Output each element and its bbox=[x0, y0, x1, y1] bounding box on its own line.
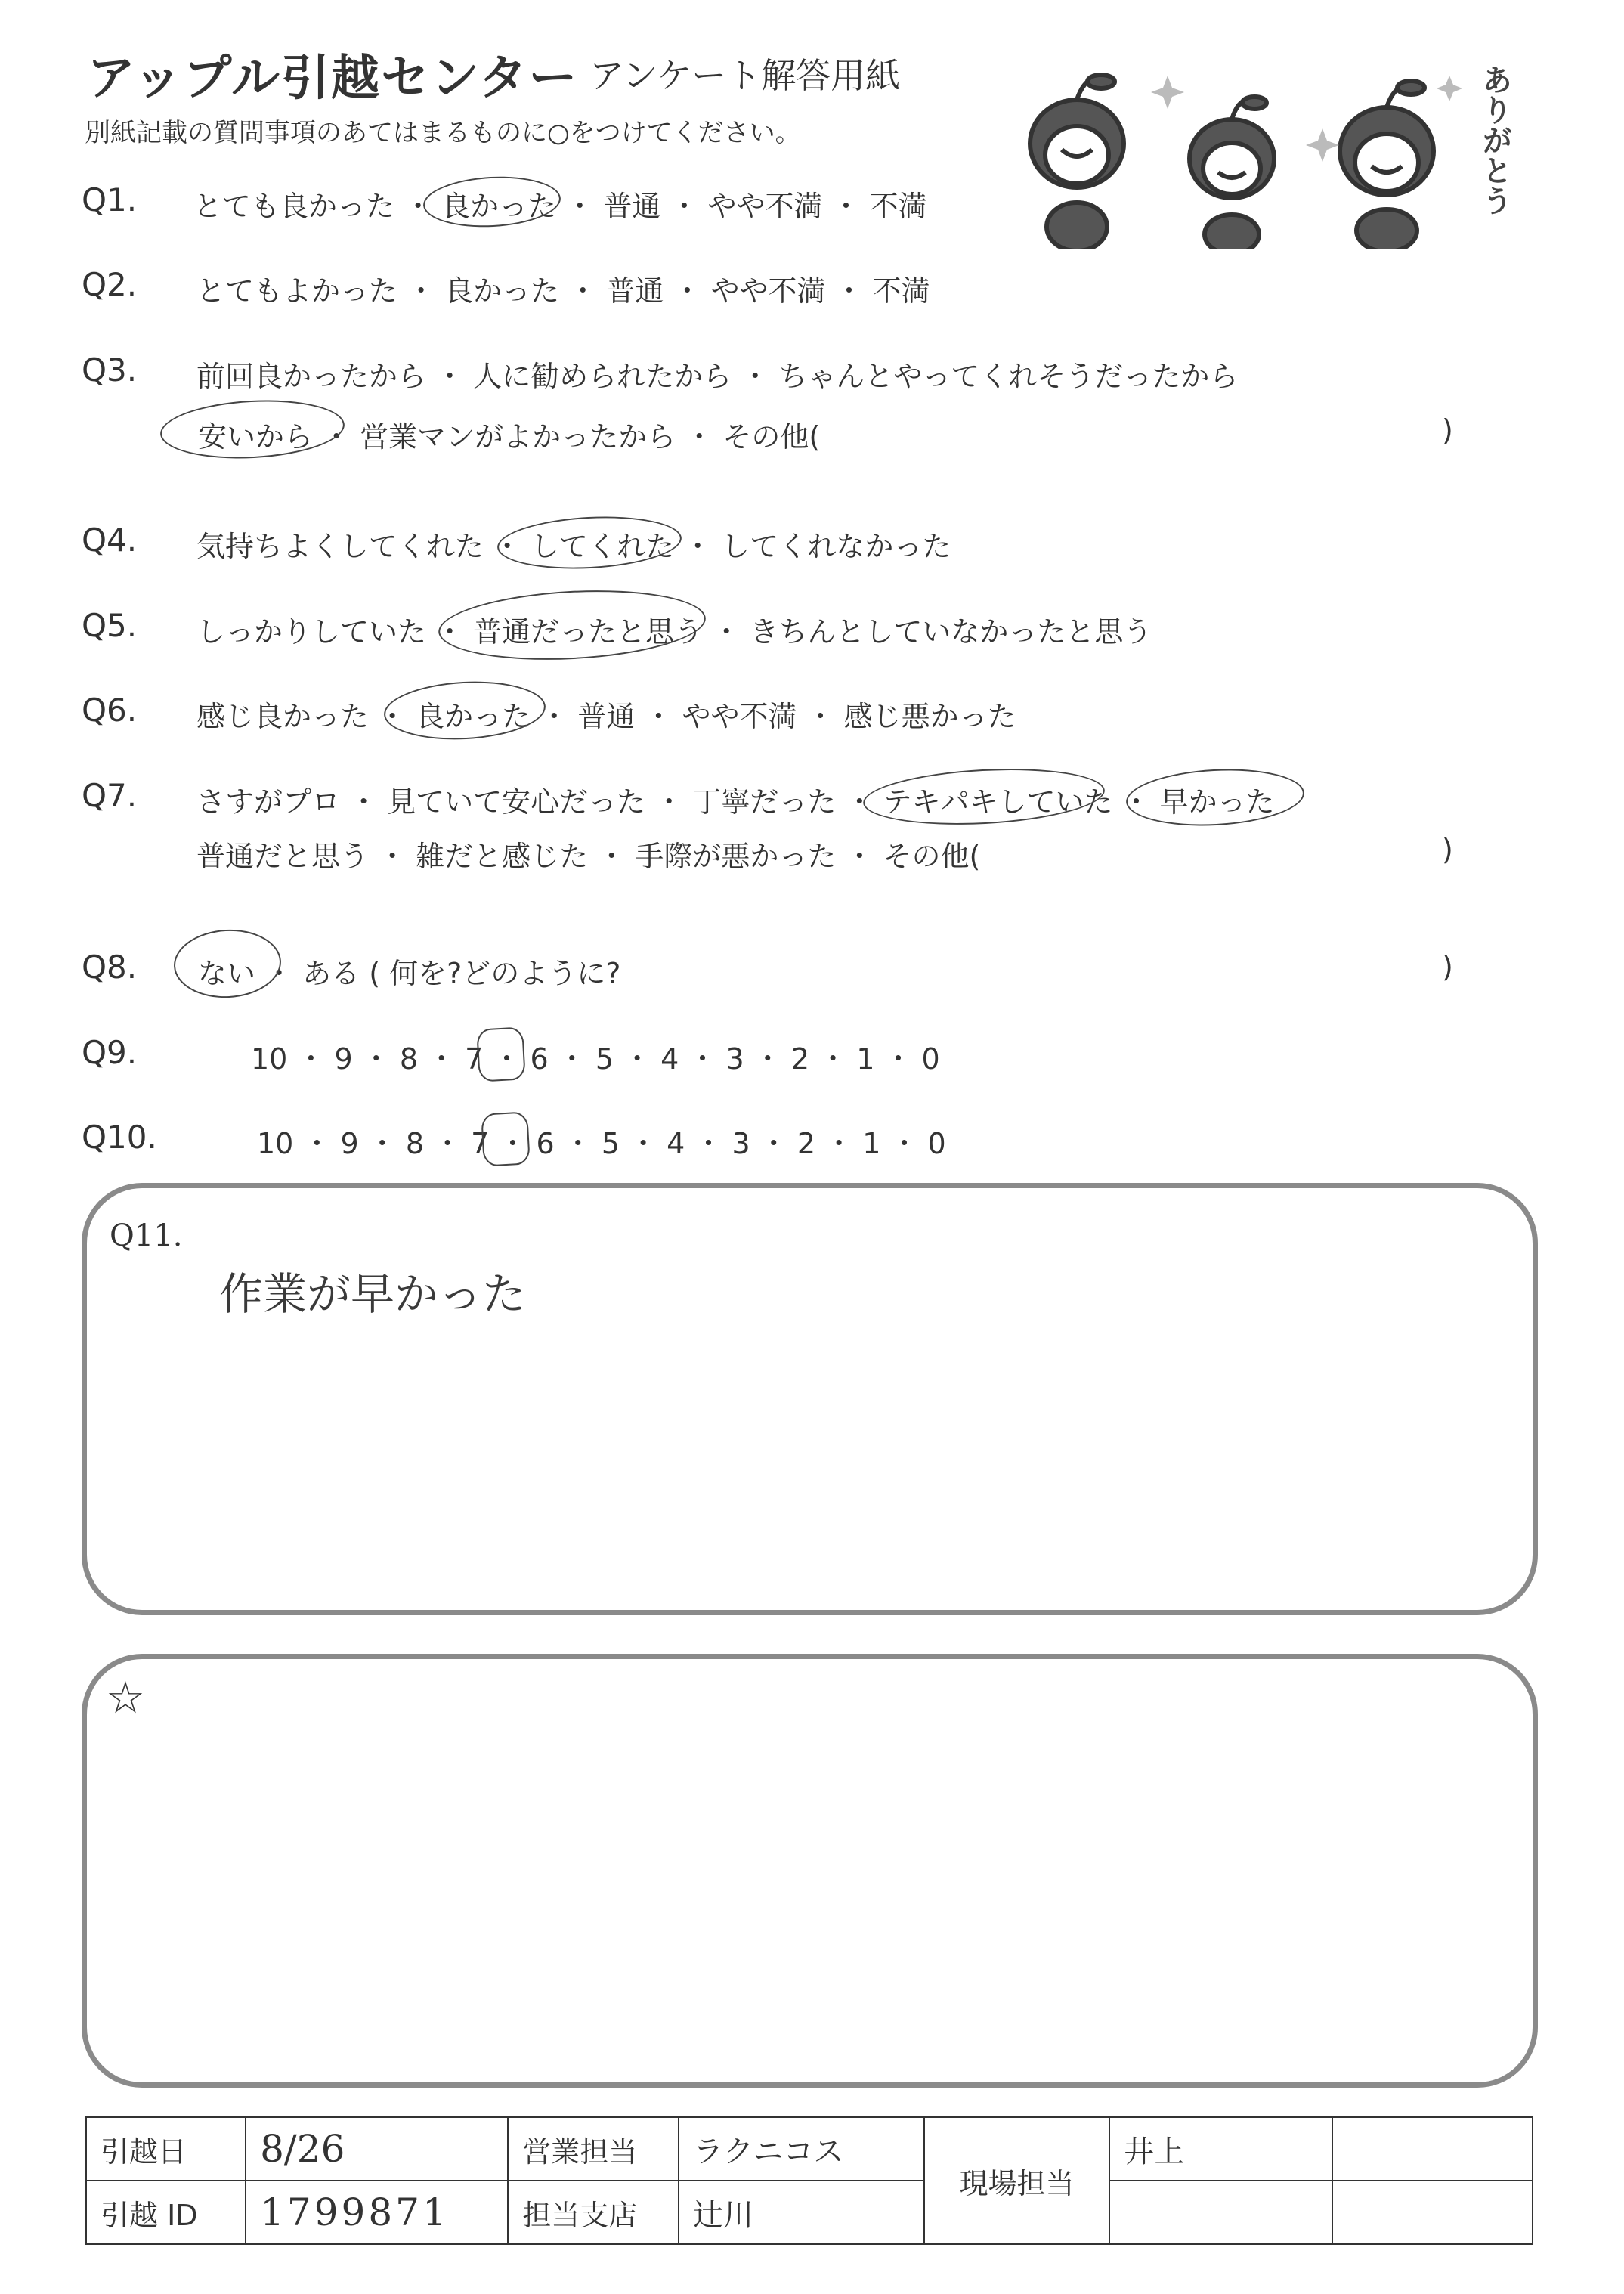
q11-answer: 作業が早かった bbox=[219, 1268, 527, 1320]
q2-options: とてもよかった ・ 良かった ・ 普通 ・ やや不満 ・ 不満 bbox=[196, 274, 930, 308]
q6-label: Q6. bbox=[82, 692, 138, 729]
q2-label: Q2. bbox=[82, 266, 138, 303]
q7-answer-circle-1 bbox=[861, 763, 1106, 831]
q7-options-line2: 普通だと思う ・ 雑だと感じた ・ 手際が悪かった ・ その他( bbox=[196, 840, 981, 873]
form-subtitle: アンケート解答用紙 bbox=[589, 55, 901, 96]
q9-options: 10 ・ 9 ・ 8 ・ 7 ・ 6 ・ 5 ・ 4 ・ 3 ・ 2 ・ 1 ・ 0 bbox=[251, 1042, 940, 1076]
q5-answer-circle bbox=[437, 584, 707, 666]
q7-options-line1: さすがプロ ・ 見ていて安心だった ・ 丁寧だった ・ テキパキしていた ・ 早かった bbox=[196, 785, 1275, 819]
move-id-value: 1799871 bbox=[246, 2181, 508, 2244]
thanks-text: ありがとう bbox=[1477, 64, 1512, 215]
q5-label: Q5. bbox=[82, 607, 138, 644]
q8-close-paren: ) bbox=[1442, 950, 1453, 983]
q7-answer-circle-2 bbox=[1124, 765, 1306, 830]
q10-answer-circle bbox=[481, 1111, 531, 1166]
q9-label: Q9. bbox=[82, 1034, 138, 1071]
move-date-value: 8/26 bbox=[246, 2117, 508, 2181]
sales-value: ラクニコス bbox=[679, 2117, 924, 2181]
move-date-label: 引越日 bbox=[86, 2117, 246, 2181]
q11-label: Q11. bbox=[110, 1218, 183, 1253]
q10-options: 10 ・ 9 ・ 8 ・ 7 ・ 6 ・ 5 ・ 4 ・ 3 ・ 2 ・ 1 ・ 0 bbox=[257, 1127, 946, 1160]
q5-options: しっかりしていた ・ 普通だったと思う ・ きちんとしていなかったと思う bbox=[196, 615, 1152, 649]
q3-options-line2: 安いから ・ 営業マンがよかったから ・ その他( bbox=[198, 420, 821, 454]
q1-label: Q1. bbox=[82, 181, 138, 218]
brand-title: アップル引越センター bbox=[87, 51, 579, 107]
extra-cell-1 bbox=[1332, 2117, 1533, 2181]
q11-box bbox=[82, 1183, 1538, 1615]
q6-options: 感じ良かった ・ 良かった ・ 普通 ・ やや不満 ・ 感じ悪かった bbox=[196, 700, 1016, 733]
instruction-text: 別紙記載の質問事項のあてはまるものに○をつけてください。 bbox=[85, 118, 801, 148]
comment-box bbox=[82, 1654, 1538, 2088]
sales-label: 営業担当 bbox=[508, 2117, 679, 2181]
q3-options-line1: 前回良かったから ・ 人に勧められたから ・ ちゃんとやってくれそうだったから bbox=[196, 360, 1239, 393]
q8-options: ない ・ ある ( 何を?どのように? bbox=[198, 957, 621, 990]
q8-label: Q8. bbox=[82, 949, 138, 986]
branch-value: 辻川 bbox=[679, 2181, 924, 2244]
monkey-mascots-illustration bbox=[1005, 45, 1527, 249]
move-id-label: 引越 ID bbox=[86, 2181, 246, 2244]
q3-label: Q3. bbox=[82, 351, 138, 389]
q7-label: Q7. bbox=[82, 777, 138, 814]
site-label: 現場担当 bbox=[924, 2117, 1110, 2244]
q10-label: Q10. bbox=[82, 1119, 157, 1156]
q3-close-paren: ) bbox=[1442, 413, 1453, 447]
extra-cell-3 bbox=[1332, 2181, 1533, 2244]
extra-cell-2 bbox=[1109, 2181, 1332, 2244]
star-icon: ☆ bbox=[106, 1672, 145, 1723]
q1-options: とても良かった ・ 良かった ・ 普通 ・ やや不満 ・ 不満 bbox=[193, 190, 927, 223]
q9-answer-circle bbox=[476, 1026, 526, 1082]
branch-label: 担当支店 bbox=[508, 2181, 679, 2244]
info-table bbox=[85, 2116, 1533, 2245]
q4-options: 気持ちよくしてくれた ・ してくれた ・ してくれなかった bbox=[196, 530, 951, 563]
q7-close-paren: ) bbox=[1442, 833, 1453, 866]
site-value: 井上 bbox=[1109, 2117, 1332, 2181]
q4-label: Q4. bbox=[82, 522, 138, 559]
